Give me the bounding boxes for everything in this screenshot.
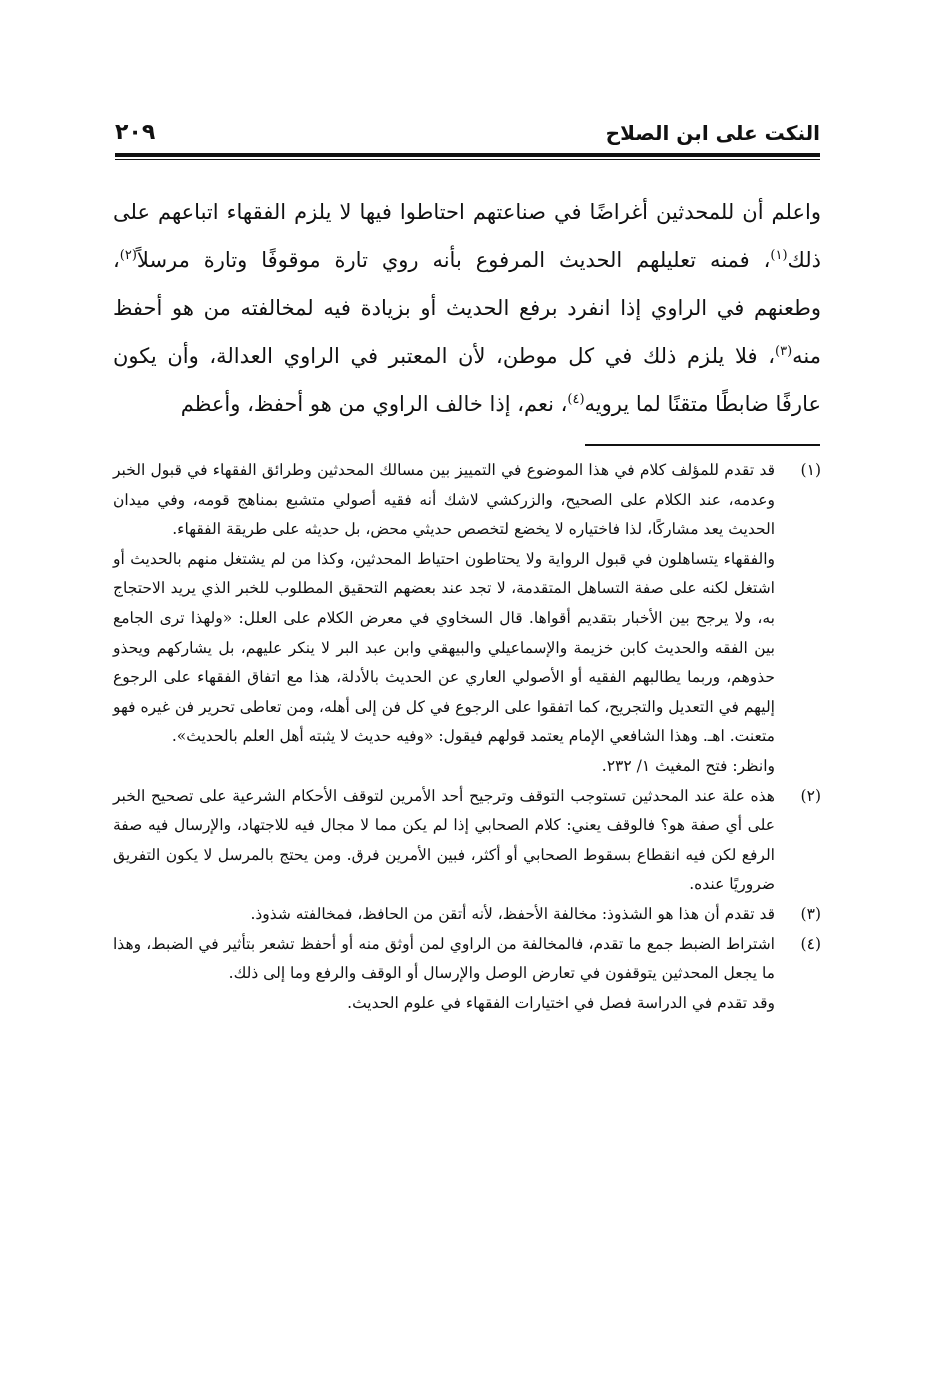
running-title: النكت على ابن الصلاح xyxy=(605,121,820,145)
footnote-separator xyxy=(585,444,820,446)
body-text-3: ، وطعنهم في الراوي إذا انفرد برفع الحديث أو بزيادة فيه لمخالفته من هو أحفظ منه xyxy=(113,248,821,368)
footnote-number: (٤) xyxy=(800,934,821,953)
footnote-paragraph: قد تقدم للمؤلف كلام في هذا الموضوع في التمييز بين مسالك المحدثين وطرائق الفقهاء في قبول الخبر وعدمه، عند الكلام على الصحيح، والزركشي لاشك أنه فقيه أصولي متشبع بمناهج قومه، وفي ميدان الحديث يعد مشاركًا، لذا فاختياره لا يخضع لتخصص حديثي محض، بل حديثه على طريقة الفقهاء. xyxy=(113,461,775,539)
body-text-2: ، فمنه تعليلهم الحديث المرفوع بأنه روي تارة موقوفًا وتارة مرسلاً xyxy=(136,248,771,272)
header-rule-thin xyxy=(115,159,820,160)
footnote-4 xyxy=(113,930,821,1019)
footnote-2 xyxy=(113,782,821,900)
footnote-number: (٢) xyxy=(800,786,821,805)
footnotes xyxy=(113,456,821,1018)
footnote-paragraph: والفقهاء يتساهلون في قبول الرواية ولا يحتاطون احتياط المحدثين، وكذا من لم يشتغل منهم بالحديث أو اشتغل لكنه على صفة التساهل المتقدمة، لا تجد عند بعضهم التحقيق المطلوب للخبر الذي يريد الاحتجاج به، ولا يرجح بين الأخبار بتقديم أقواها. قال السخاوي في معرض الكلام على العلل: «ولهذا ترى الجامع بين الفقه والحديث كابن خزيمة والإسماعيلي والبيهقي وابن عبد البر لا ينكر عليهم، بل يشاركهم ويحذو حذوهم، وربما يطالبهم الفقيه أو الأصولي العاري عن الحديث بالأدلة، هذا مع اتفاق الفقهاء على الرجوع إليهم في التعديل والتجريح، كما اتفقوا على الرجوع في كل فن إلى أهله، ومن تعاطى تحرير فن غيره فهو متعنت. اهـ. وهذا الشافعي الإمام يعتمد قولهم فيقول: «وفيه حديث لا يثبته أهل العلم بالحديث». xyxy=(113,549,775,746)
page-number: ٢٠٩ xyxy=(115,120,156,145)
footnote-ref-4: (٤) xyxy=(567,392,585,407)
body-text-4: ، فلا يلزم ذلك في كل موطن، لأن المعتبر في الراوي العدالة، وأن يكون عارفًا ضابطًا متقنًا لما يرويه xyxy=(113,344,821,416)
footnote-ref-1: (١) xyxy=(770,248,788,263)
footnote-paragraph: هذه علة عند المحدثين تستوجب التوقف وترجيح أحد الأمرين لتوقف الأحكام الشرعية على تصحيح الخبر على أي صفة هو؟ فالوقف يعني: كلام الصحابي إذا لم يكن مما لا مجال فيه للاجتهاد، والإرسال فيه صفة الرفع لكن فيه انقطاع بسقوط الصحابي أو أكثر، فبين الأمرين فرق. ومن يحتج بالمرسل لا يكون التفريق ضروريًا عنده. xyxy=(113,786,775,894)
footnote-paragraph: وانظر: فتح المغيث ١/ ٢٣٢. xyxy=(601,756,775,775)
running-header xyxy=(115,118,820,150)
footnote-3 xyxy=(113,900,821,930)
footnote-paragraph: وقد تقدم في الدراسة فصل في اختيارات الفقهاء في علوم الحديث. xyxy=(347,993,775,1012)
footnote-1 xyxy=(113,456,821,782)
main-paragraph xyxy=(113,188,821,428)
header-rule-thick xyxy=(115,153,820,157)
body-text-5: ، نعم، إذا خالف الراوي من هو أحفظ، وأعظم xyxy=(180,392,568,416)
footnote-ref-2: (٢) xyxy=(119,248,137,263)
footnote-paragraph: اشتراط الضبط جمع ما تقدم، فالمخالفة من الراوي لمن أوثق منه أو أحفظ تشعر بتأثير في الضبط، وهذا ما يجعل المحدثين يتوقفون في تعارض الوصل والإرسال أو الوقف والرفع وما إلى ذلك. xyxy=(113,934,775,983)
footnote-number: (٣) xyxy=(800,904,821,923)
footnote-paragraph: قد تقدم أن هذا هو الشذوذ: مخالفة الأحفظ، لأنه أتقن من الحافظ، فمخالفته شذوذ. xyxy=(250,904,775,923)
body-text-1: واعلم أن للمحدثين أغراضًا في صناعتهم احتاطوا فيها لا يلزم الفقهاء اتباعهم على ذلك xyxy=(113,200,821,272)
footnote-ref-3: (٣) xyxy=(775,344,793,359)
main-text xyxy=(113,188,821,428)
footnote-number: (١) xyxy=(800,461,821,479)
